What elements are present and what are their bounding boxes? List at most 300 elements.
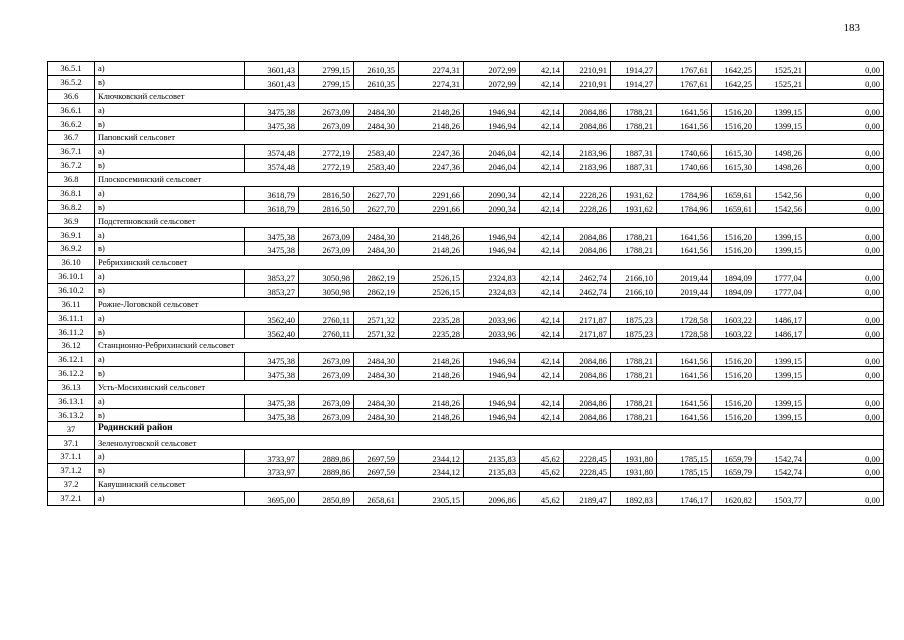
value-cell: 2697,59 [354,464,399,478]
value-cell: 3475,38 [245,353,299,367]
value-cell: 1516,20 [712,394,756,408]
table-row [48,269,884,283]
value-cell: 0,00 [806,200,884,214]
table-row [48,145,884,159]
value-cell: 0,00 [806,158,884,172]
value-cell: 2484,30 [354,228,399,242]
row-code: 36.11.2 [48,325,95,339]
value-cell: 0,00 [806,117,884,131]
value-cell: 2484,30 [354,394,399,408]
value-cell: 1931,80 [611,464,657,478]
value-cell: 3562,40 [245,325,299,339]
value-cell: 3574,48 [245,145,299,159]
row-label: в) [95,366,245,380]
value-cell: 3475,38 [245,228,299,242]
value-cell: 2247,36 [399,145,464,159]
value-cell: 1486,17 [756,325,806,339]
value-cell: 2627,70 [354,186,399,200]
value-cell: 1542,56 [756,186,806,200]
value-cell: 2291,66 [399,200,464,214]
value-cell: 2084,86 [564,103,611,117]
row-code: 36.10.2 [48,283,95,297]
row-code: 36.10.1 [48,269,95,283]
value-cell: 0,00 [806,103,884,117]
section-header-row [48,89,884,103]
value-cell: 1875,23 [611,325,657,339]
value-cell: 2166,10 [611,269,657,283]
value-cell: 2627,70 [354,200,399,214]
value-cell: 2033,96 [464,311,520,325]
value-cell: 0,00 [806,311,884,325]
value-cell: 2484,30 [354,353,399,367]
value-cell: 1887,31 [611,158,657,172]
row-code: 36.6.2 [48,117,95,131]
value-cell: 1659,61 [712,200,756,214]
value-cell: 2526,15 [399,283,464,297]
section-header-row [48,131,884,145]
value-cell: 1399,15 [756,228,806,242]
value-cell: 1399,15 [756,353,806,367]
value-cell: 3618,79 [245,186,299,200]
value-cell: 1931,62 [611,200,657,214]
value-cell: 2462,74 [564,269,611,283]
value-cell: 2210,91 [564,75,611,89]
value-cell: 0,00 [806,283,884,297]
value-cell: 1620,82 [712,491,756,505]
table-row [48,242,884,256]
value-cell: 42,14 [520,325,564,339]
value-cell: 1728,58 [657,325,712,339]
row-code: 37.1 [48,436,95,450]
value-cell: 0,00 [806,408,884,422]
value-cell: 3050,98 [299,269,354,283]
value-cell: 1788,21 [611,228,657,242]
table-row [48,283,884,297]
value-cell: 1946,94 [464,228,520,242]
value-cell: 2673,09 [299,242,354,256]
value-cell: 1615,30 [712,158,756,172]
table-row [48,394,884,408]
section-title: Станционно-Ребрихинский сельсовет [95,339,884,353]
value-cell: 2084,86 [564,242,611,256]
row-label: а) [95,450,245,464]
value-cell: 1641,56 [657,353,712,367]
table-row [48,491,884,505]
value-cell: 1788,21 [611,394,657,408]
value-cell: 1784,96 [657,200,712,214]
value-cell: 2274,31 [399,62,464,76]
value-cell: 1516,20 [712,117,756,131]
value-cell: 1931,62 [611,186,657,200]
row-code: 36.12.2 [48,366,95,380]
value-cell: 1728,58 [657,311,712,325]
value-cell: 1641,56 [657,228,712,242]
value-cell: 2084,86 [564,117,611,131]
value-cell: 42,14 [520,117,564,131]
value-cell: 2344,12 [399,450,464,464]
value-cell: 2072,99 [464,75,520,89]
value-cell: 0,00 [806,228,884,242]
value-cell: 1785,15 [657,450,712,464]
row-label: а) [95,311,245,325]
section-title: Усть-Мосихинский сельсовет [95,380,884,394]
section-title: Ребрихинский сельсовет [95,255,884,269]
value-cell: 45,62 [520,450,564,464]
value-cell: 1641,56 [657,103,712,117]
value-cell: 1516,20 [712,103,756,117]
value-cell: 3733,97 [245,450,299,464]
value-cell: 0,00 [806,450,884,464]
value-cell: 1788,21 [611,353,657,367]
row-label: в) [95,75,245,89]
value-cell: 3475,38 [245,366,299,380]
value-cell: 3574,48 [245,158,299,172]
district-title: Родинский район [95,422,884,436]
value-cell: 3562,40 [245,311,299,325]
value-cell: 0,00 [806,62,884,76]
district-header-row [48,422,884,436]
table-row [48,450,884,464]
value-cell: 2171,87 [564,311,611,325]
value-cell: 1642,25 [712,75,756,89]
row-code: 36.7.2 [48,158,95,172]
value-cell: 1399,15 [756,103,806,117]
value-cell: 2228,45 [564,450,611,464]
value-cell: 1603,22 [712,311,756,325]
table-row [48,62,884,76]
value-cell: 2862,19 [354,283,399,297]
value-cell: 1641,56 [657,394,712,408]
value-cell: 2324,83 [464,269,520,283]
table-row [48,311,884,325]
row-code: 36.6 [48,89,95,103]
value-cell: 1542,56 [756,200,806,214]
value-cell: 2148,26 [399,117,464,131]
value-cell: 2799,15 [299,75,354,89]
row-code: 36.13.1 [48,394,95,408]
row-label: а) [95,186,245,200]
row-code: 36.5.1 [48,62,95,76]
value-cell: 1946,94 [464,353,520,367]
table-row [48,200,884,214]
value-cell: 3475,38 [245,408,299,422]
value-cell: 2148,26 [399,353,464,367]
value-cell: 0,00 [806,464,884,478]
row-label: в) [95,408,245,422]
row-label: в) [95,242,245,256]
value-cell: 2889,86 [299,450,354,464]
value-cell: 42,14 [520,408,564,422]
value-cell: 2084,86 [564,366,611,380]
value-cell: 1486,17 [756,311,806,325]
row-code: 36.9.1 [48,228,95,242]
value-cell: 1641,56 [657,242,712,256]
section-header-row [48,214,884,228]
row-code: 36.11.1 [48,311,95,325]
value-cell: 2697,59 [354,450,399,464]
row-label: в) [95,200,245,214]
row-code: 36.12 [48,339,95,353]
value-cell: 1788,21 [611,408,657,422]
value-cell: 2090,34 [464,200,520,214]
section-title: Плоскосеминский сельсовет [95,172,884,186]
table-row [48,103,884,117]
value-cell: 42,14 [520,200,564,214]
value-cell: 1641,56 [657,366,712,380]
value-cell: 2228,26 [564,186,611,200]
value-cell: 1946,94 [464,408,520,422]
value-cell: 1892,83 [611,491,657,505]
value-cell: 0,00 [806,491,884,505]
value-cell: 2760,11 [299,311,354,325]
table-row [48,186,884,200]
value-cell: 1615,30 [712,145,756,159]
value-cell: 1946,94 [464,366,520,380]
row-code: 36.8.1 [48,186,95,200]
value-cell: 2235,28 [399,325,464,339]
row-code: 36.7.1 [48,145,95,159]
page-number: 183 [843,22,860,34]
row-label: а) [95,353,245,367]
value-cell: 1894,09 [712,283,756,297]
value-cell: 2291,66 [399,186,464,200]
value-cell: 0,00 [806,394,884,408]
row-code: 36.11 [48,297,95,311]
value-cell: 1788,21 [611,103,657,117]
value-cell: 2166,10 [611,283,657,297]
value-cell: 1516,20 [712,228,756,242]
value-cell: 1887,31 [611,145,657,159]
table-body [48,62,884,506]
row-code: 36.13.2 [48,408,95,422]
table-row [48,158,884,172]
value-cell: 2526,15 [399,269,464,283]
value-cell: 2084,86 [564,228,611,242]
value-cell: 42,14 [520,103,564,117]
table-row [48,117,884,131]
section-title: Ключковский сельсовет [95,89,884,103]
row-code: 36.5.2 [48,75,95,89]
value-cell: 2799,15 [299,62,354,76]
value-cell: 1788,21 [611,242,657,256]
value-cell: 2850,89 [299,491,354,505]
value-cell: 0,00 [806,366,884,380]
value-cell: 2673,09 [299,228,354,242]
row-code: 36.10 [48,255,95,269]
row-label: а) [95,269,245,283]
value-cell: 45,62 [520,464,564,478]
value-cell: 42,14 [520,75,564,89]
value-cell: 1603,22 [712,325,756,339]
value-cell: 1740,66 [657,145,712,159]
value-cell: 2084,86 [564,353,611,367]
value-cell: 1767,61 [657,62,712,76]
value-cell: 3618,79 [245,200,299,214]
value-cell: 3853,27 [245,269,299,283]
value-cell: 2673,09 [299,103,354,117]
value-cell: 3475,38 [245,117,299,131]
value-cell: 2171,87 [564,325,611,339]
table-row [48,353,884,367]
value-cell: 1498,26 [756,158,806,172]
value-cell: 2484,30 [354,117,399,131]
row-label: в) [95,325,245,339]
section-header-row [48,172,884,186]
row-code: 36.6.1 [48,103,95,117]
value-cell: 2046,04 [464,145,520,159]
value-cell: 1516,20 [712,366,756,380]
tariff-table [47,61,884,506]
value-cell: 0,00 [806,353,884,367]
value-cell: 2583,40 [354,158,399,172]
row-code: 37.2.1 [48,491,95,505]
value-cell: 1399,15 [756,366,806,380]
value-cell: 1503,77 [756,491,806,505]
value-cell: 2135,83 [464,450,520,464]
value-cell: 1399,15 [756,394,806,408]
value-cell: 3695,00 [245,491,299,505]
section-title: Каяушинский сельсовет [95,477,884,491]
section-title: Зеленолуговской сельсовет [95,436,884,450]
section-title: Подстепновский сельсовет [95,214,884,228]
value-cell: 2228,26 [564,200,611,214]
value-cell: 2772,19 [299,145,354,159]
value-cell: 2305,15 [399,491,464,505]
section-header-row [48,436,884,450]
value-cell: 42,14 [520,228,564,242]
value-cell: 0,00 [806,269,884,283]
value-cell: 2274,31 [399,75,464,89]
value-cell: 2247,36 [399,158,464,172]
table-row [48,464,884,478]
value-cell: 1399,15 [756,242,806,256]
value-cell: 2084,86 [564,408,611,422]
value-cell: 1542,74 [756,464,806,478]
value-cell: 1498,26 [756,145,806,159]
value-cell: 1788,21 [611,117,657,131]
value-cell: 1740,66 [657,158,712,172]
value-cell: 45,62 [520,491,564,505]
value-cell: 3050,98 [299,283,354,297]
section-title: Рожне-Логовской сельсовет [95,297,884,311]
row-code: 36.9 [48,214,95,228]
value-cell: 2019,44 [657,283,712,297]
value-cell: 1746,17 [657,491,712,505]
value-cell: 2484,30 [354,408,399,422]
value-cell: 2210,91 [564,62,611,76]
value-cell: 42,14 [520,269,564,283]
value-cell: 1525,21 [756,62,806,76]
value-cell: 2148,26 [399,366,464,380]
table-row [48,325,884,339]
row-label: а) [95,394,245,408]
value-cell: 2019,44 [657,269,712,283]
value-cell: 2484,30 [354,366,399,380]
value-cell: 2183,96 [564,145,611,159]
value-cell: 1946,94 [464,103,520,117]
value-cell: 42,14 [520,186,564,200]
value-cell: 2084,86 [564,394,611,408]
table-row [48,228,884,242]
value-cell: 1399,15 [756,408,806,422]
table-row [48,366,884,380]
row-label: а) [95,491,245,505]
row-code: 36.9.2 [48,242,95,256]
row-code: 36.8.2 [48,200,95,214]
row-label: в) [95,158,245,172]
value-cell: 2610,35 [354,75,399,89]
value-cell: 42,14 [520,353,564,367]
value-cell: 2046,04 [464,158,520,172]
value-cell: 0,00 [806,325,884,339]
section-header-row [48,297,884,311]
row-label: в) [95,464,245,478]
value-cell: 1516,20 [712,408,756,422]
value-cell: 2889,86 [299,464,354,478]
value-cell: 2816,50 [299,186,354,200]
value-cell: 2183,96 [564,158,611,172]
table-row [48,75,884,89]
row-code: 36.13 [48,380,95,394]
value-cell: 42,14 [520,311,564,325]
value-cell: 2658,61 [354,491,399,505]
row-code: 36.8 [48,172,95,186]
value-cell: 0,00 [806,145,884,159]
value-cell: 1542,74 [756,450,806,464]
value-cell: 42,14 [520,158,564,172]
row-code: 37 [48,422,95,436]
value-cell: 42,14 [520,62,564,76]
section-header-row [48,255,884,269]
value-cell: 2096,86 [464,491,520,505]
value-cell: 42,14 [520,366,564,380]
value-cell: 2673,09 [299,408,354,422]
value-cell: 2189,47 [564,491,611,505]
table-row [48,408,884,422]
value-cell: 1931,80 [611,450,657,464]
value-cell: 2610,35 [354,62,399,76]
value-cell: 1659,79 [712,464,756,478]
value-cell: 2583,40 [354,145,399,159]
value-cell: 42,14 [520,283,564,297]
value-cell: 0,00 [806,186,884,200]
value-cell: 0,00 [806,75,884,89]
value-cell: 2148,26 [399,228,464,242]
value-cell: 2235,28 [399,311,464,325]
value-cell: 2484,30 [354,242,399,256]
value-cell: 2228,45 [564,464,611,478]
value-cell: 1784,96 [657,186,712,200]
row-label: а) [95,62,245,76]
value-cell: 1399,15 [756,117,806,131]
value-cell: 3601,43 [245,75,299,89]
value-cell: 1875,23 [611,311,657,325]
value-cell: 1516,20 [712,353,756,367]
value-cell: 2148,26 [399,408,464,422]
value-cell: 2090,34 [464,186,520,200]
value-cell: 1777,04 [756,269,806,283]
value-cell: 1659,61 [712,186,756,200]
row-code: 36.12.1 [48,353,95,367]
section-header-row [48,380,884,394]
value-cell: 2135,83 [464,464,520,478]
value-cell: 3475,38 [245,242,299,256]
row-label: а) [95,228,245,242]
value-cell: 1767,61 [657,75,712,89]
value-cell: 3733,97 [245,464,299,478]
value-cell: 3475,38 [245,394,299,408]
value-cell: 1946,94 [464,394,520,408]
